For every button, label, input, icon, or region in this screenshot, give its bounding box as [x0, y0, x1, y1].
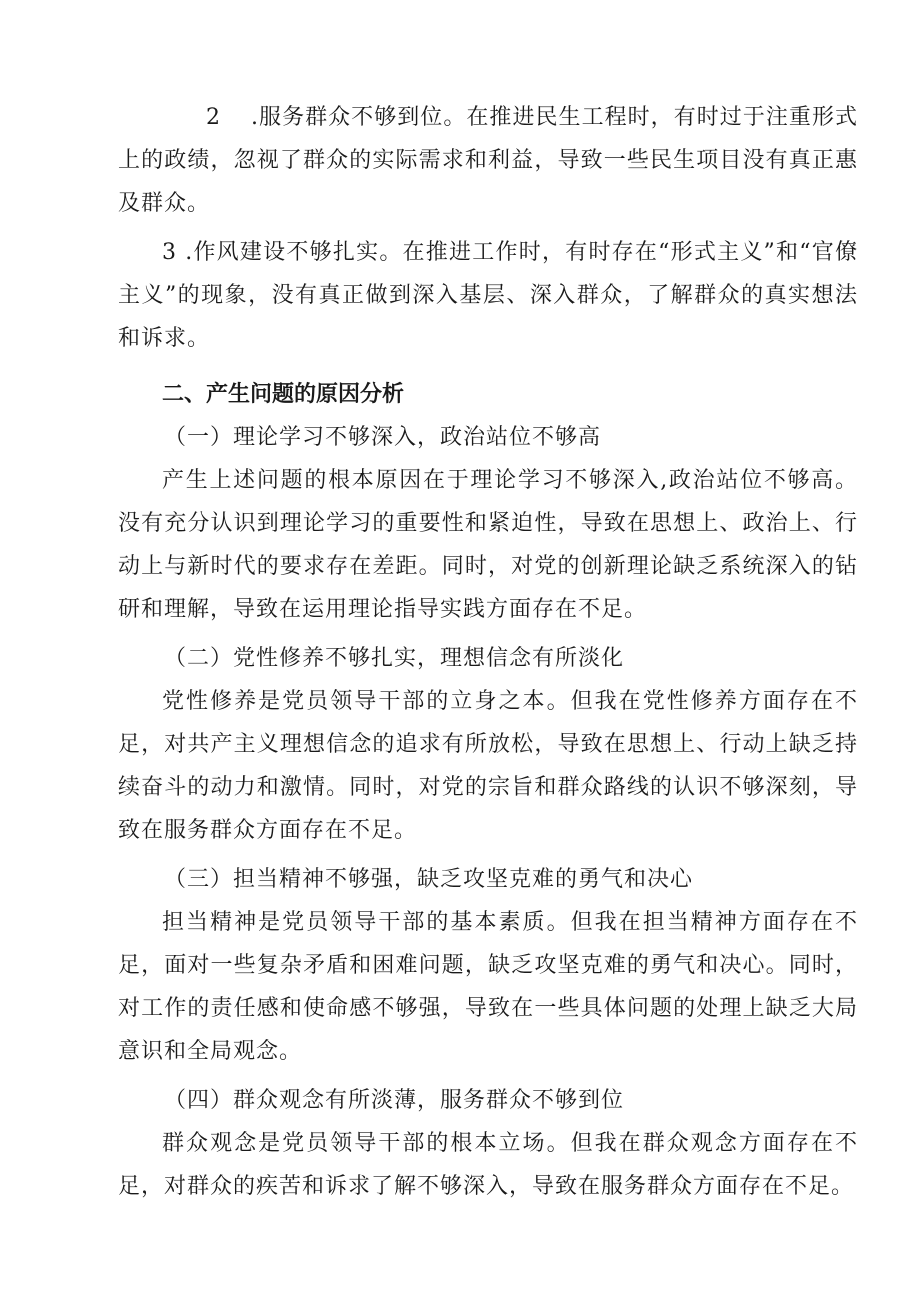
document-page	[118, 96, 858, 1208]
subsection-title-1: （一）理论学习不够深入，政治站位不够高	[164, 425, 602, 450]
subsection-body-4: 群众观念是党员领导干部的根本立场。但我在群众观念方面存在不足，对群众的疾苦和诉求了解不够深入，导致在服务群众方面存在不足。	[118, 1131, 858, 1199]
numbered-item-2	[118, 96, 858, 225]
subsection-title-4: （四）群众观念有所淡薄，服务群众不够到位	[164, 1088, 625, 1113]
section-heading: 二、产生问题的原因分析	[162, 382, 405, 407]
subsection-title-3: （三）担当精神不够强，缺乏攻坚克难的勇气和决心	[164, 867, 694, 892]
subsection-body-3: 担当精神是党员领导干部的基本素质。但我在担当精神方面存在不足，面对一些复杂矛盾和困难问题，缺乏攻坚克难的勇气和决心。同时，对工作的责任感和使命感不够强，导致在一些具体问题的处理上缺乏大局意识和全局观念。	[118, 910, 858, 1064]
subsection-body-1: 产生上述问题的根本原因在于理论学习不够深入,政治站位不够高。没有充分认识到理论学习的重要性和紧迫性，导致在思想上、政治上、行动上与新时代的要求存在差距。同时，对党的创新理论缺乏系统深入的钻研和理解，导致在运用理论指导实践方面存在不足。	[118, 468, 858, 622]
item-number: 2	[206, 105, 221, 130]
item-text: .服务群众不够到位。在推进民生工程时，有时过于注重形式上的政绩，忽视了群众的实际需求和利益，导致一些民生项目没有真正惠及群众。	[118, 105, 858, 216]
numbered-item-3: 3 .作风建设不够扎实。在推进工作时，有时存在“形式主义”和“官僚主义”的现象，没有真正做到深入基层、深入群众，了解群众的真实想法和诉求。	[118, 240, 858, 351]
subsection-body-2: 党性修养是党员领导干部的立身之本。但我在党性修养方面存在不足，对共产主义理想信念的追求有所放松，导致在思想上、行动上缺乏持续奋斗的动力和激情。同时，对党的宗旨和群众路线的认识不够深刻，导致在服务群众方面存在不足。	[118, 689, 858, 843]
subsection-title-2: （二）党性修养不够扎实，理想信念有所淡化	[164, 646, 625, 671]
